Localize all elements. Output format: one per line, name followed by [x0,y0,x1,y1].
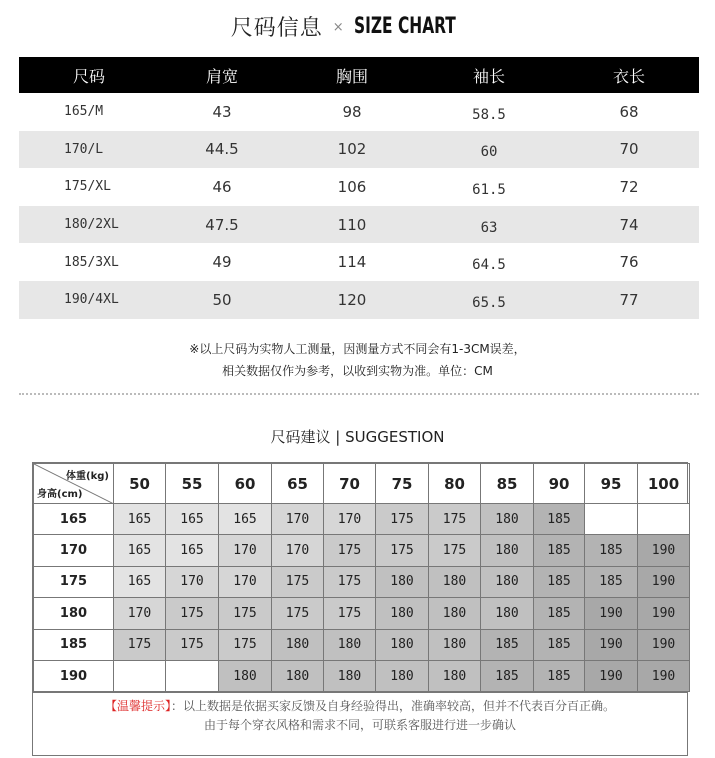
suggestion-row [34,598,690,629]
suggested-size-cell: 175 [166,598,219,629]
suggested-size-cell: 175 [272,566,324,597]
cell-sleeve: 63 [419,206,559,244]
suggested-size-cell: 180 [481,598,534,629]
suggested-size-cell: 170 [166,566,219,597]
suggested-size-cell: 175 [219,598,272,629]
suggested-size-cell: 175 [324,598,376,629]
suggested-size-cell: 175 [324,535,376,566]
tip-line-1 [33,697,687,716]
cell-shoulder: 43 [212,102,232,121]
column-header-chest: 胸围 [285,57,419,93]
suggested-size-cell: 180 [429,629,481,660]
suggested-size-cell: 185 [534,504,585,535]
size-row [19,206,699,244]
suggested-size-cell: 175 [166,629,219,660]
height-header: 165 [34,504,114,535]
suggested-size-cell: 170 [272,504,324,535]
cell-length: 76 [619,253,639,272]
suggestion-title: 尺码建议 | SUGGESTION [270,428,445,446]
suggested-size-cell: 170 [114,598,166,629]
suggested-size-cell: 180 [429,660,481,691]
suggested-size-cell [638,504,690,535]
suggested-size-cell: 175 [272,598,324,629]
suggested-size-cell: 180 [272,629,324,660]
suggestion-row [34,504,690,535]
tip-label: 【温馨提示】 [104,699,171,714]
weight-axis-label: 体重(kg) [66,471,109,482]
title-cn: 尺码信息 [230,15,323,41]
suggestion-grid [32,462,688,756]
cell-chest: 120 [285,281,419,319]
suggested-size-cell: 180 [376,598,429,629]
suggested-size-cell: 180 [376,629,429,660]
suggested-size-cell: 180 [376,660,429,691]
cell-size: 180/2XL [19,206,159,244]
cell-sleeve: 60 [419,131,559,169]
suggested-size-cell: 190 [585,598,638,629]
suggested-size-cell: 180 [429,566,481,597]
cell-size: 190/4XL [19,281,159,319]
cell-sleeve: 64.5 [472,257,506,274]
height-header: 170 [34,535,114,566]
tip-line-2: 由于每个穿衣风格和需求不同，可联系客服进行进一步确认 [203,718,516,733]
size-chart-header-row [19,57,699,93]
weight-header: 70 [324,464,376,504]
height-header: 180 [34,598,114,629]
suggested-size-cell: 175 [429,535,481,566]
title-separator: × [332,20,344,35]
suggested-size-cell: 175 [376,504,429,535]
suggested-size-cell: 185 [534,535,585,566]
suggestion-row [34,660,690,691]
weight-header: 75 [376,464,429,504]
suggested-size-cell: 190 [638,629,690,660]
suggested-size-cell: 180 [324,629,376,660]
suggested-size-cell: 165 [114,566,166,597]
cell-chest: 106 [337,177,367,196]
cell-length: 68 [619,102,639,121]
note-line-2: 相关数据仅作为参考，以收到实物为准。单位：CM [222,364,493,378]
cell-size: 170/L [19,131,159,169]
suggested-size-cell [114,660,166,691]
suggested-size-cell: 175 [219,629,272,660]
suggested-size-cell: 165 [114,504,166,535]
suggested-size-cell: 170 [324,504,376,535]
weight-header: 60 [219,464,272,504]
weight-header: 90 [534,464,585,504]
suggested-size-cell: 180 [481,535,534,566]
cell-shoulder: 46 [212,177,232,196]
suggested-size-cell: 185 [585,566,638,597]
suggested-size-cell: 180 [324,660,376,691]
suggestion-row [34,566,690,597]
suggested-size-cell: 175 [429,504,481,535]
cell-shoulder: 44.5 [159,131,285,169]
suggested-size-cell: 190 [585,660,638,691]
suggested-size-cell: 185 [481,629,534,660]
suggested-size-cell: 190 [638,660,690,691]
cell-length: 72 [619,177,639,196]
weight-header: 85 [481,464,534,504]
size-chart-table [19,57,699,319]
size-row [19,281,699,319]
size-row [19,131,699,169]
weight-header: 100 [638,464,690,504]
cell-chest: 110 [285,206,419,244]
suggested-size-cell: 165 [166,535,219,566]
cell-sleeve: 61.5 [472,181,506,198]
suggested-size-cell: 165 [166,504,219,535]
suggested-size-cell: 185 [534,660,585,691]
note-line-1: ※以上尺码为实物人工测量，因测量方式不同会有1-3CM误差， [189,342,526,356]
cell-chest: 102 [285,131,419,169]
weight-header: 65 [272,464,324,504]
suggested-size-cell: 180 [376,566,429,597]
suggestion-row [34,629,690,660]
suggested-size-cell: 165 [114,535,166,566]
suggested-size-cell: 170 [219,566,272,597]
suggested-size-cell: 185 [534,629,585,660]
suggested-size-cell: 175 [376,535,429,566]
suggestion-row [34,535,690,566]
measurement-note [0,338,715,382]
column-header-sleeve: 袖长 [419,57,559,93]
tip-box [33,692,687,755]
cell-shoulder: 49 [212,253,232,272]
cell-size: 175/XL [64,179,111,195]
weight-header: 80 [429,464,481,504]
suggested-size-cell: 175 [324,566,376,597]
suggested-size-cell: 180 [481,566,534,597]
cell-shoulder: 47.5 [159,206,285,244]
suggested-size-cell: 185 [534,566,585,597]
suggested-size-cell: 170 [272,535,324,566]
suggestion-header-row [34,464,690,504]
suggested-size-cell: 175 [114,629,166,660]
size-row [19,243,699,281]
cell-size: 165/M [64,104,104,120]
weight-header: 95 [585,464,638,504]
suggested-size-cell: 180 [481,504,534,535]
suggested-size-cell: 170 [219,535,272,566]
column-header-shoulder: 肩宽 [159,57,285,93]
cell-length: 77 [559,281,699,319]
height-header: 190 [34,660,114,691]
cell-chest: 114 [337,253,367,272]
cell-sleeve: 58.5 [472,106,506,123]
cell-size: 185/3XL [64,254,119,270]
title-en: SIZE CHART [353,13,456,39]
suggested-size-cell: 185 [585,535,638,566]
suggested-size-cell: 190 [638,598,690,629]
weight-header: 50 [114,464,166,504]
suggested-size-cell: 165 [219,504,272,535]
height-header: 185 [34,629,114,660]
page-title [0,8,715,44]
suggested-size-cell: 190 [585,629,638,660]
suggested-size-cell: 180 [219,660,272,691]
suggested-size-cell: 180 [272,660,324,691]
cell-sleeve: 65.5 [419,281,559,319]
height-header: 175 [34,566,114,597]
corner-cell [34,464,114,504]
suggested-size-cell: 185 [534,598,585,629]
cell-chest: 98 [342,102,362,121]
suggested-size-cell: 190 [638,535,690,566]
cell-shoulder: 50 [159,281,285,319]
tip-text-1: ：以上数据是依据买家反馈及自身经验得出，准确率较高，但并不代表百分百正确。 [171,699,616,714]
suggested-size-cell [166,660,219,691]
height-axis-label: 身高(cm) [37,489,83,500]
column-header-length: 衣长 [559,57,699,93]
size-row [19,93,699,131]
cell-length: 74 [559,206,699,244]
suggested-size-cell: 185 [481,660,534,691]
cell-length: 70 [559,131,699,169]
column-header-size: 尺码 [19,57,159,93]
suggested-size-cell: 190 [638,566,690,597]
suggested-size-cell: 180 [429,598,481,629]
weight-header: 55 [166,464,219,504]
size-row [19,168,699,206]
suggested-size-cell [585,504,638,535]
dotted-divider [19,393,699,395]
